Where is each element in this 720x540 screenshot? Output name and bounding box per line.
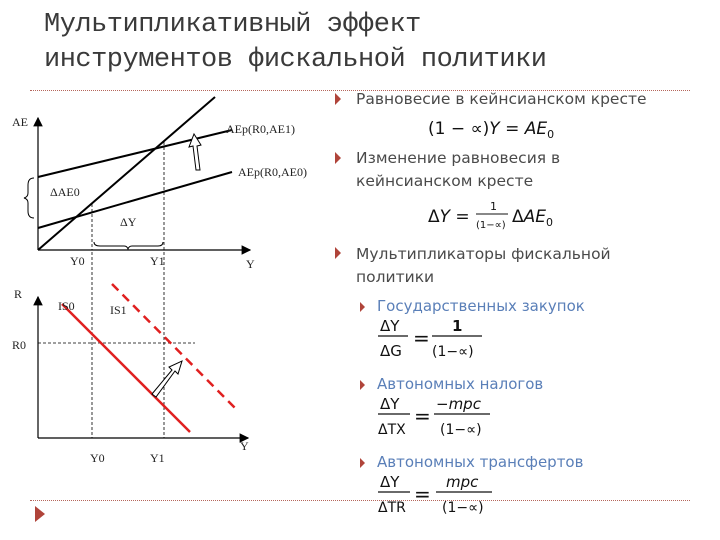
sub-bullet-3-text: Автономных трансфертов — [377, 453, 584, 471]
svg-text:ΔG: ΔG — [380, 342, 402, 360]
rightward-shift-arrow — [152, 361, 182, 397]
sub-bullet-1-text: Государственных закупок — [377, 297, 585, 315]
svg-text:ΔY: ΔY — [380, 395, 400, 413]
delta-ae-brace — [24, 178, 34, 218]
y1-label-top: Y1 — [150, 254, 165, 268]
delta-y-brace — [94, 242, 163, 249]
svg-text:ΔAE0: $\Delta AE_0$ — [512, 207, 554, 229]
ae-axis-label: AE — [12, 115, 28, 129]
y0-label-bottom: Y0 — [90, 451, 105, 465]
svg-text:ΔY: ΔY — [380, 473, 400, 491]
sub-bullet-marker-2 — [360, 380, 365, 390]
y0-label-top: Y0 — [70, 254, 85, 268]
bullet-marker-1 — [335, 93, 341, 105]
delta-y-label: ΔY — [120, 215, 137, 229]
svg-text:(1−∝): (1−∝) — [440, 422, 482, 438]
is0-label: IS0 — [58, 299, 75, 313]
svg-text:=: = — [414, 404, 431, 428]
svg-text:=: = — [413, 326, 430, 350]
delta-ae-label: ΔAE0 — [50, 185, 80, 199]
svg-text:(1−∝): (1−∝) — [476, 220, 506, 231]
svg-text:ΔTR: ΔTR — [378, 500, 406, 516]
svg-text:(1 − ∝)Y = AE0: $(1 - \propto)Y = AE_0$ — [428, 119, 555, 141]
svg-text:1: 1 — [452, 317, 463, 335]
r-axis-label: R — [14, 287, 23, 301]
autonomous-taxes-multiplier — [378, 395, 490, 438]
government-purchases-multiplier — [378, 317, 482, 360]
is-curve-graph — [12, 284, 249, 465]
ae1-line — [38, 130, 232, 177]
svg-text:mpc: mpc — [446, 473, 479, 491]
autonomous-transfers-multiplier — [378, 473, 492, 516]
bullet-marker-3 — [335, 247, 341, 259]
svg-text:=: = — [414, 482, 431, 506]
sub-bullet-marker-3 — [360, 458, 365, 468]
svg-text:1: 1 — [490, 200, 497, 213]
bullet-2-text-line-2: кейнсианском кресте — [356, 172, 534, 190]
svg-text:ΔY: ΔY — [380, 317, 400, 335]
bullet-list — [335, 90, 647, 516]
svg-text:(1−∝): (1−∝) — [442, 500, 484, 516]
bullet-1-text: Равновесие в кейнсианском кресте — [356, 90, 647, 108]
y-axis-top-label: Y — [246, 257, 255, 271]
sub-bullet-2-text: Автономных налогов — [377, 375, 544, 393]
r0-label: R0 — [12, 338, 27, 352]
is1-curve — [112, 284, 235, 408]
slide-corner-marker — [35, 506, 45, 522]
y1-label-bottom: Y1 — [150, 451, 165, 465]
equilibrium-change-formula — [428, 200, 553, 231]
bullet-2-text-line-1: Изменение равновесия в — [356, 149, 561, 167]
svg-text:−mpc: −mpc — [436, 395, 481, 413]
title-line-1: Мультипликативный эффект — [44, 10, 421, 40]
title-line-2: инструментов фискальной политики — [44, 45, 547, 75]
svg-text:(1−∝): (1−∝) — [432, 344, 474, 360]
ae0-label: AEp(R0,AE0) — [238, 165, 307, 179]
svg-text:ΔTX: ΔTX — [378, 422, 406, 438]
sub-bullet-marker-1 — [360, 302, 365, 312]
y-axis-bottom-label: Y — [240, 439, 249, 453]
is1-label: IS1 — [110, 303, 127, 317]
svg-text:ΔY =: ΔY = — [428, 207, 470, 227]
bullet-marker-2 — [335, 152, 341, 164]
bullet-3-text-line-2: политики — [356, 268, 435, 286]
ae1-label: AEp(R0,AE1) — [226, 122, 295, 136]
equilibrium-formula — [428, 119, 554, 141]
bullet-3-text-line-1: Мультипликаторы фискальной — [356, 245, 611, 263]
